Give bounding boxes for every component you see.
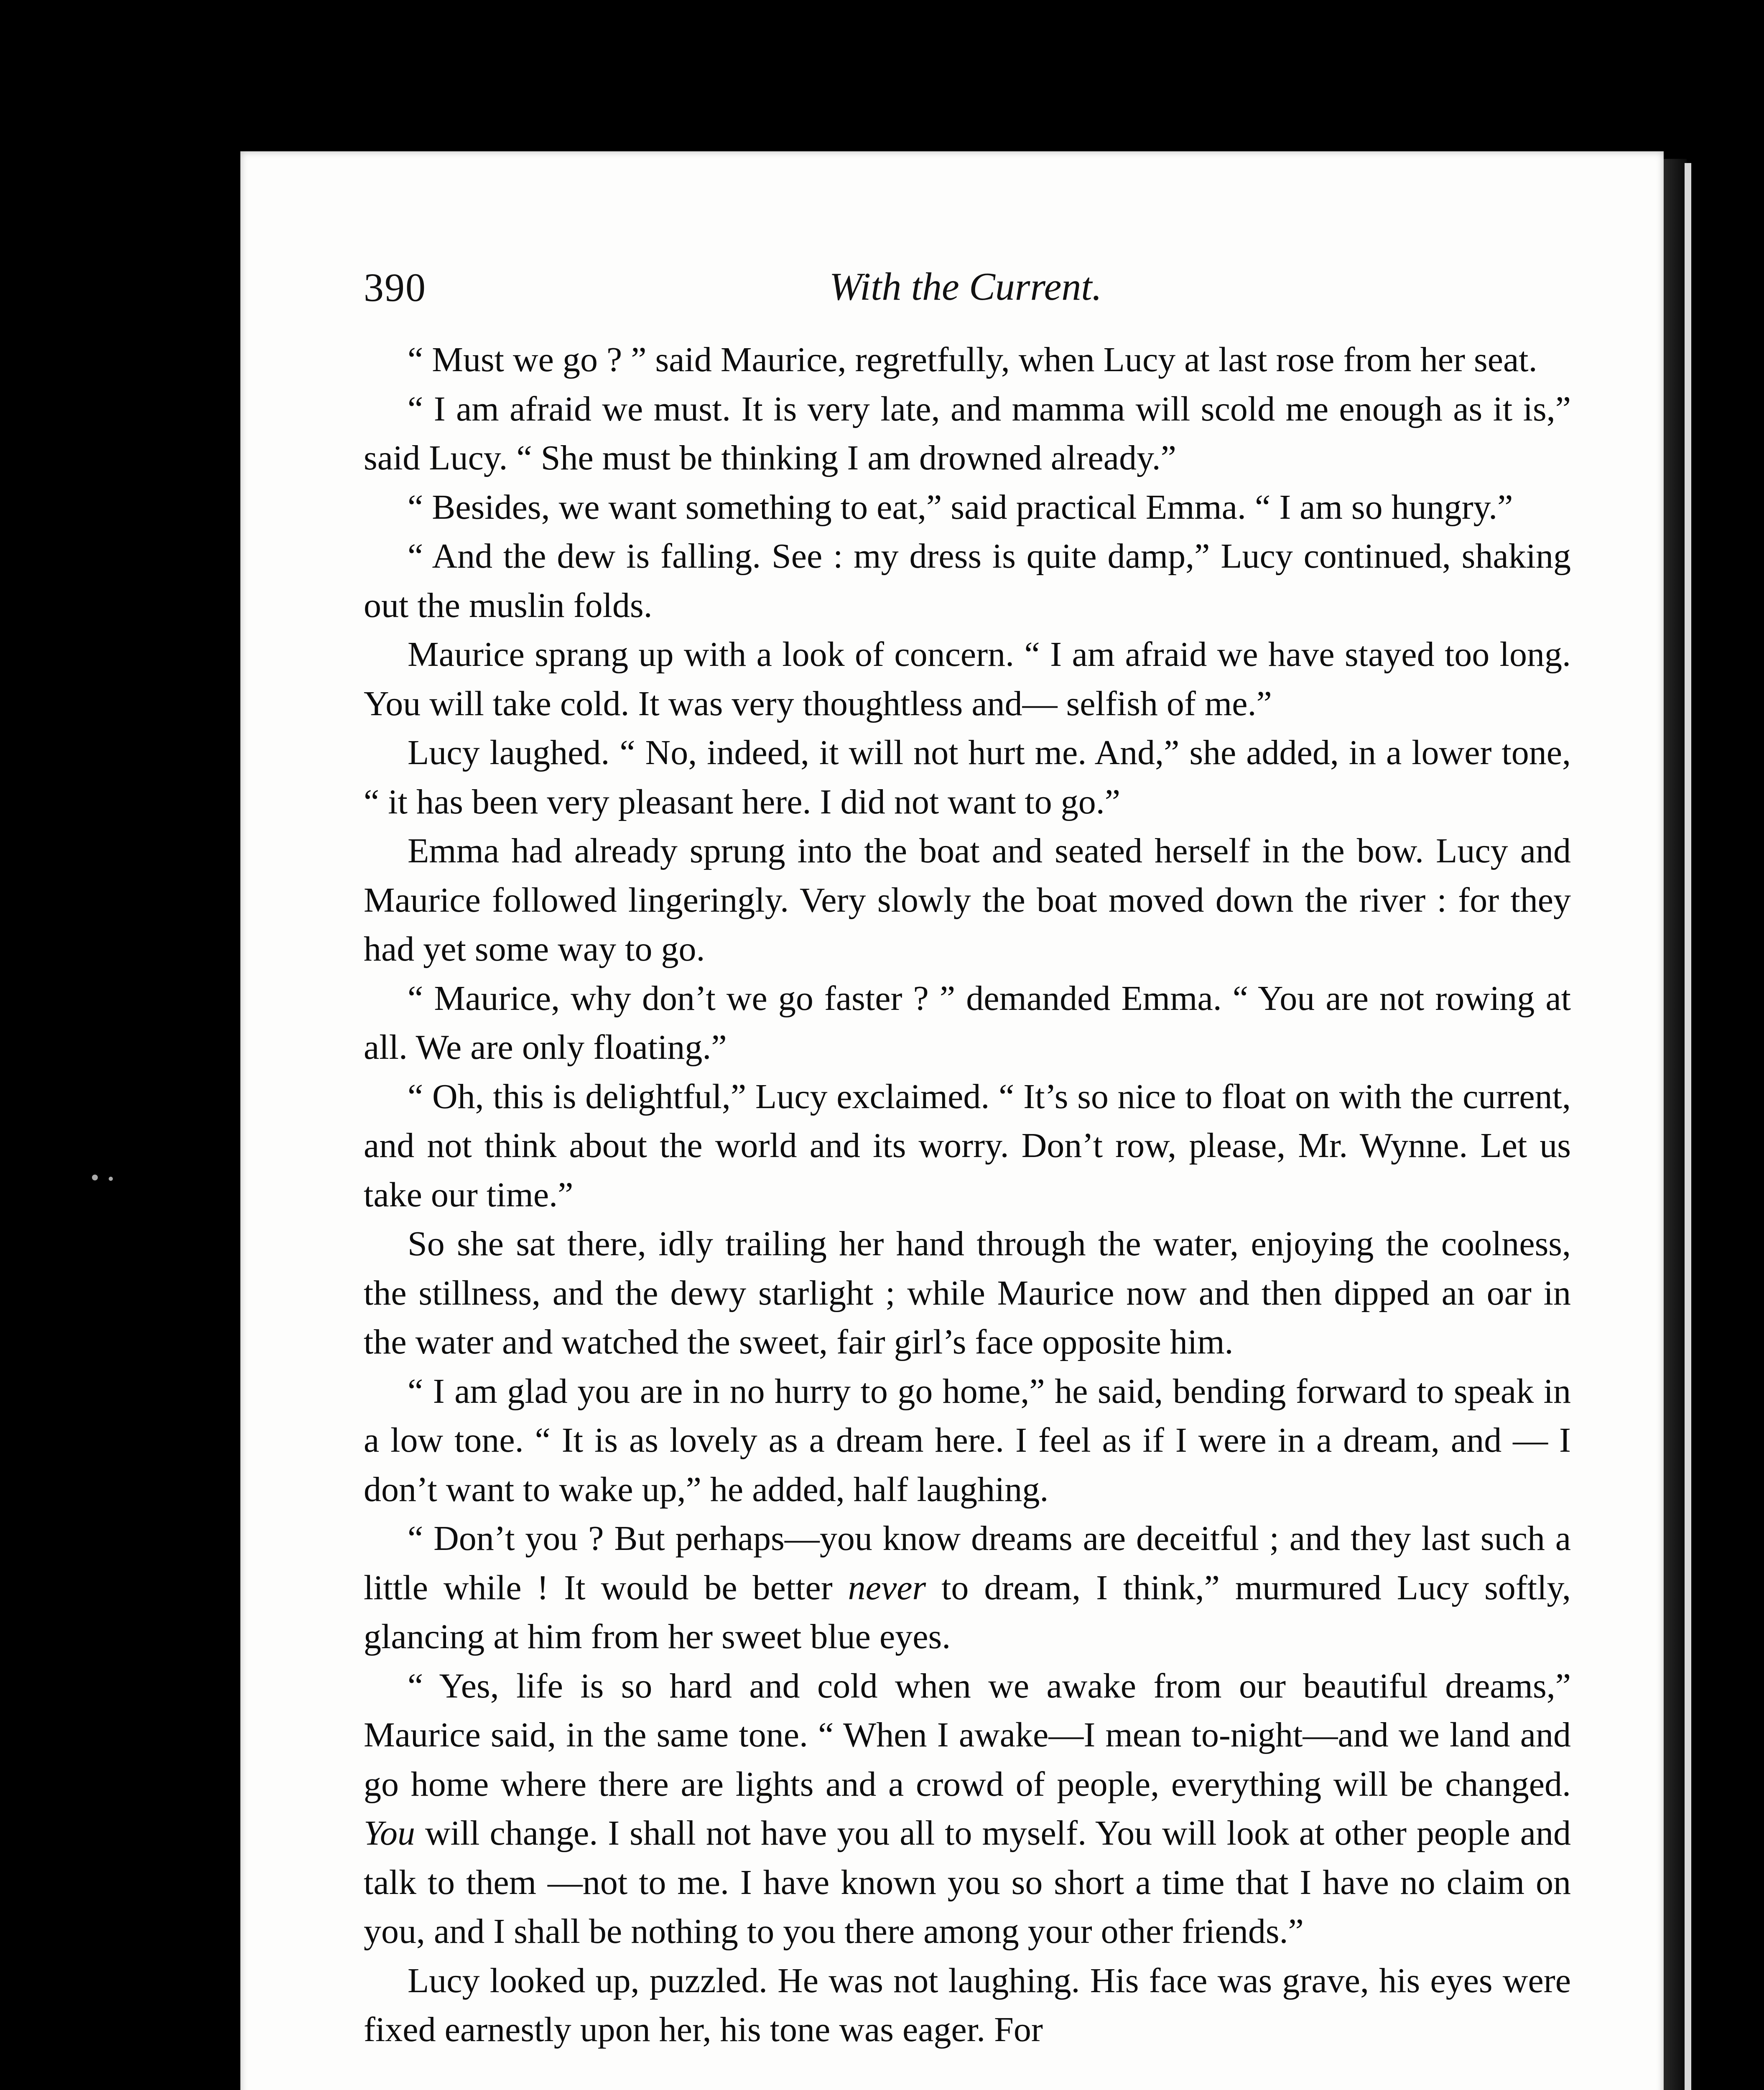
paragraph-text: Lucy laughed. “ No, indeed, it will not hurt me. And,” she added, in a lower tone, “ it has been very pleasant here. I did not want to go.”	[364, 733, 1571, 821]
scan-speck	[92, 1175, 98, 1180]
italic-text: You	[364, 1814, 416, 1853]
paragraph-text: “ And the dew is falling. See : my dress is quite damp,” Lucy continued, shaking out the muslin folds.	[364, 537, 1571, 625]
paragraph-text: “ Don’t you ? But perhaps—you know dreams are deceitful ; and they last such a little while ! It would be better	[364, 1519, 1571, 1607]
page-number: 390	[364, 265, 426, 310]
paragraph-text: “ I am glad you are in no hurry to go home,” he said, bending forward to speak in a low tone. “ It is as lovely as a dream here. I feel as if I were in a dream, and — I don’t want to wake up,” he added, half laughing.	[364, 1371, 1571, 1509]
paragraph-text: Emma had already sprung into the boat and seated herself in the bow. Lucy and Maurice followed lingeringly. Very slowly the boat moved down the river : for they had yet some way to go.	[364, 831, 1571, 969]
paragraph	[364, 1514, 1571, 1662]
paragraph	[364, 974, 1571, 1072]
paragraph-text: to dream, I think,” murmured Lucy softly, glancing at him from her sweet blue eyes.	[364, 1568, 1571, 1656]
facing-page-edge	[1685, 163, 1691, 2090]
paragraph	[364, 1367, 1571, 1514]
book-page	[240, 151, 1664, 2090]
paragraph	[364, 1662, 1571, 1956]
paragraph-text: “ Maurice, why don’t we go faster ? ” demanded Emma. “ You are not rowing at all. We are only floating.”	[364, 979, 1571, 1067]
scan-speck	[109, 1177, 113, 1181]
paragraph	[364, 1956, 1571, 2054]
italic-text: never	[848, 1568, 926, 1607]
paragraph-text: will change. I shall not have you all to myself. You will look at other people and talk to them —not to me. I have known you so short a time that I have no claim on you, and I shall be nothing to you there among your other friends.”	[364, 1814, 1571, 1951]
paragraph-text: So she sat there, idly trailing her hand through the water, enjoying the coolness, the stillness, and the dewy starlight ; while Maurice now and then dipped an oar in the water and watched the sweet, fair girl’s face opposite him.	[364, 1224, 1571, 1361]
running-head: With the Current.	[829, 265, 1102, 308]
paragraph	[364, 532, 1571, 630]
paragraph-text: “ Yes, life is so hard and cold when we awake from our beautiful dreams,” Maurice said, in the same tone. “ When I awake—I mean to-night—and we land and go home where there are lights and a crowd of people, everything will be changed.	[364, 1666, 1571, 1804]
paragraph	[364, 335, 1571, 385]
page-header	[364, 264, 1568, 314]
paragraph	[364, 630, 1571, 728]
paragraph	[364, 1072, 1571, 1220]
paragraph-text: “ Besides, we want something to eat,” said practical Emma. “ I am so hungry.”	[408, 487, 1513, 527]
paragraph	[364, 483, 1571, 532]
paragraph	[364, 1219, 1571, 1367]
paragraph	[364, 385, 1571, 483]
paragraph	[364, 728, 1571, 826]
paragraph-text: Lucy looked up, puzzled. He was not laughing. His face was grave, his eyes were fixed earnestly upon her, his tone was eager. For	[364, 1961, 1571, 2049]
page-gutter-shadow	[1662, 159, 1687, 2090]
paragraph	[364, 826, 1571, 974]
paragraph-text: “ Oh, this is delightful,” Lucy exclaimed. “ It’s so nice to float on with the current, and not think about the world and its worry. Don’t row, please, Mr. Wynne. Let us take our time.”	[364, 1077, 1571, 1214]
body-text	[364, 335, 1571, 2054]
paragraph-text: “ I am afraid we must. It is very late, and mamma will scold me enough as it is,” said Lucy. “ She must be thinking I am drowned already.”	[364, 389, 1571, 477]
paragraph-text: “ Must we go ? ” said Maurice, regretfully, when Lucy at last rose from her seat.	[408, 340, 1537, 379]
paragraph-text: Maurice sprang up with a look of concern. “ I am afraid we have stayed too long. You will take cold. It was very thoughtless and— selfish of me.”	[364, 635, 1571, 723]
